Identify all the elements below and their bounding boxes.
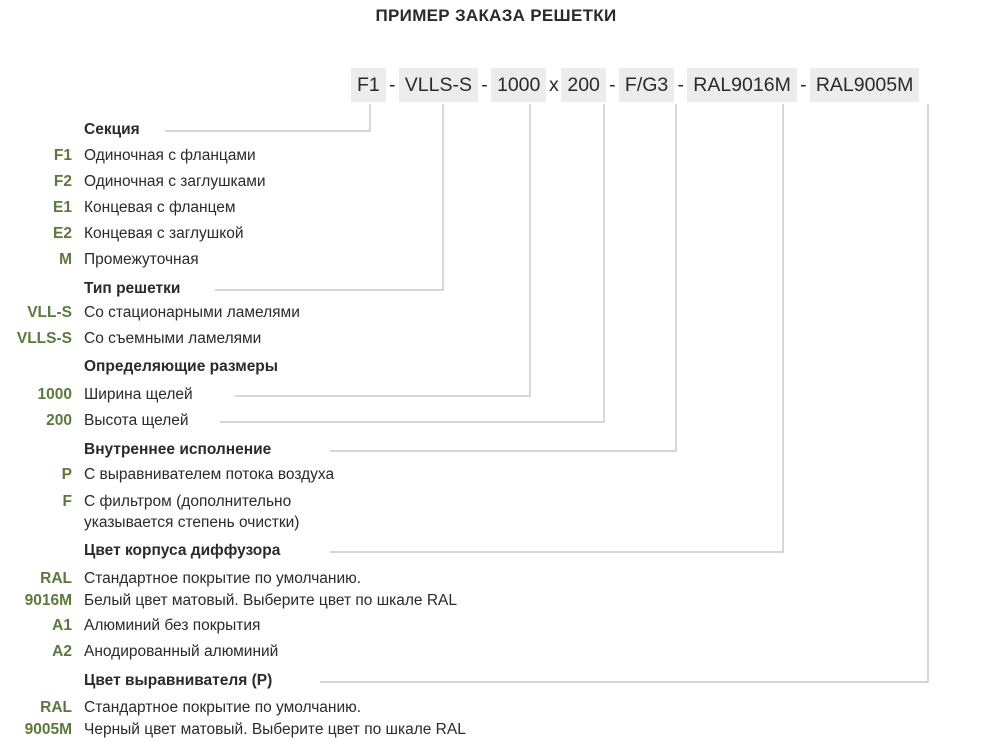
code-separator: -: [481, 74, 488, 96]
item-desc: Ширина щелей: [84, 386, 193, 403]
page-title: ПРИМЕР ЗАКАЗА РЕШЕТКИ: [375, 6, 617, 25]
code-width: 1000: [491, 68, 546, 102]
item-desc: С фильтром (дополнительно: [84, 493, 292, 510]
item-code: 200: [46, 412, 72, 429]
heading-type: Тип решетки: [84, 280, 186, 298]
code-separator: -: [389, 74, 396, 96]
code-body-color: RAL9016M: [687, 68, 797, 102]
item-desc: Концевая с фланцем: [84, 199, 236, 216]
item-desc: Белый цвет матовый. Выберите цвет по шкале RAL: [84, 592, 458, 609]
code-separator: -: [609, 74, 616, 96]
heading-inner: Внутреннее исполнение: [84, 441, 277, 459]
heading-body-color: Цвет корпуса диффузора: [84, 542, 286, 560]
item-desc: Стандартное покрытие по умолчанию.: [84, 570, 362, 587]
code-separator: -: [800, 74, 807, 96]
item-code: E2: [53, 225, 72, 242]
item-code: RAL: [40, 570, 72, 587]
item-desc: Стандартное покрытие по умолчанию.: [84, 699, 362, 716]
code-equalizer-color: RAL9005M: [810, 68, 920, 102]
code-section: F1: [351, 68, 386, 102]
item-code: F: [62, 493, 72, 510]
code-times: x: [548, 74, 559, 96]
item-desc: Анодированный алюминий: [84, 643, 279, 660]
item-desc: С выравнивателем потока воздуха: [84, 466, 335, 483]
item-code: 9016M: [24, 592, 72, 609]
item-desc: Концевая с заглушкой: [84, 225, 244, 242]
heading-section: Секция: [84, 121, 146, 139]
code-separator: -: [677, 74, 684, 96]
item-desc: Высота щелей: [84, 412, 189, 429]
heading-sizes: Определяющие размеры: [84, 358, 284, 376]
heading-equalizer-color: Цвет выравнивателя (P): [84, 672, 278, 690]
item-code: A2: [52, 643, 72, 660]
item-code: E1: [53, 199, 72, 216]
item-desc: Со съемными ламелями: [84, 330, 262, 347]
item-desc: Алюминий без покрытия: [84, 617, 261, 634]
item-code: RAL: [40, 699, 72, 716]
item-code: 1000: [37, 386, 72, 403]
item-desc: Со стационарными ламелями: [84, 304, 300, 321]
item-code: F2: [53, 173, 72, 190]
code-type: VLLS-S: [399, 68, 478, 102]
item-desc: Одиночная с фланцами: [84, 147, 256, 164]
item-code: 9005M: [24, 721, 72, 738]
connector-inner: [330, 104, 676, 451]
connector-body-color: [330, 104, 783, 552]
item-desc: Черный цвет матовый. Выберите цвет по шкале RAL: [84, 721, 466, 738]
connector-width: [235, 104, 530, 396]
connector-type: [215, 104, 443, 290]
item-code: M: [59, 251, 72, 268]
item-desc: Промежуточная: [84, 251, 199, 268]
item-desc: Одиночная с заглушками: [84, 173, 266, 190]
item-code: VLLS-S: [16, 330, 72, 347]
connector-section: [165, 104, 370, 131]
item-code: A1: [52, 617, 72, 634]
item-desc: указывается степень очистки): [84, 514, 300, 531]
code-height: 200: [561, 68, 606, 102]
item-code: P: [61, 466, 72, 483]
item-code: VLL-S: [27, 304, 72, 321]
code-inner: F/G3: [619, 68, 674, 102]
item-code: F1: [53, 147, 72, 164]
